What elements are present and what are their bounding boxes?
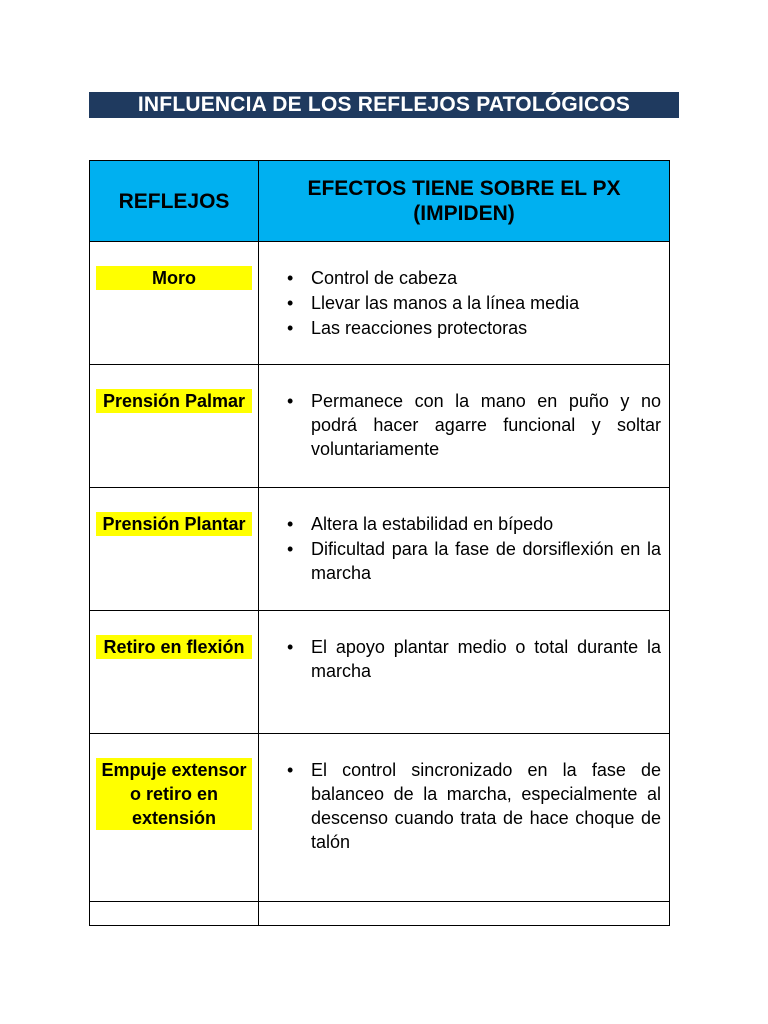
effects-list: [267, 389, 661, 461]
reflex-label: Empuje extensor o retiro en extensión: [96, 758, 252, 830]
effect-item: • Las reacciones protectoras: [311, 316, 661, 340]
reflex-label: Retiro en flexión: [96, 635, 252, 659]
table-row: [90, 734, 670, 902]
document-title: INFLUENCIA DE LOS REFLEJOS PATOLÓGICOS: [89, 92, 679, 118]
table-row: [90, 611, 670, 734]
effect-item: • Dificultad para la fase de dorsiflexión en la marcha: [311, 537, 661, 585]
effects-list: [267, 758, 661, 854]
reflex-label: Prensión Plantar: [96, 512, 252, 536]
effect-item: • El control sincronizado en la fase de balanceo de la marcha, especialmente al descenso cuando trata de hace choque de talón: [311, 758, 661, 854]
reflex-label: Moro: [96, 266, 252, 290]
table-row: [90, 488, 670, 611]
table-row: [90, 242, 670, 365]
table-row: [90, 365, 670, 488]
effects-list: [267, 266, 661, 340]
effect-item: • El apoyo plantar medio o total durante la marcha: [311, 635, 661, 683]
effect-item: • Llevar las manos a la línea media: [311, 291, 661, 315]
reflexes-table: [89, 160, 670, 926]
empty-cell: [259, 902, 670, 926]
effects-list: [267, 635, 661, 683]
effects-list: [267, 512, 661, 585]
header-reflejos: REFLEJOS: [90, 161, 259, 242]
reflex-label: Prensión Palmar: [96, 389, 252, 413]
effect-item: • Altera la estabilidad en bípedo: [311, 512, 661, 536]
empty-cell: [90, 902, 259, 926]
table-header-row: [90, 161, 670, 242]
header-efectos: EFECTOS TIENE SOBRE EL PX (IMPIDEN): [259, 161, 670, 242]
table-row-empty: [90, 902, 670, 926]
effect-item: • Permanece con la mano en puño y no podrá hacer agarre funcional y soltar voluntariamente: [311, 389, 661, 461]
effect-item: • Control de cabeza: [311, 266, 661, 290]
